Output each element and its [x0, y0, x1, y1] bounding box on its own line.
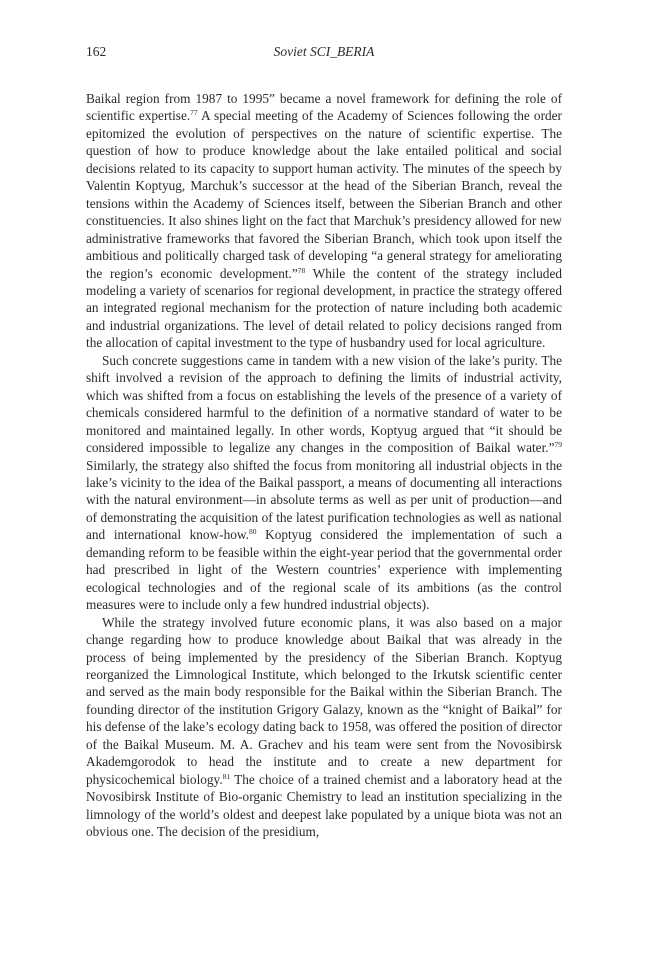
text-segment: Such concrete suggestions came in tandem with a new vision of the lake’s purity. The shift involved a revision of the approach to defining the limits of industrial activity, which was shifted from a focus on establishing the levels of the presence of a variety of chemicals considered harmful to the definition of a normative standard of water to be monitored and maintained legally. In other words, Koptyug argued that “it should be considered impossible to legalize any changes in the composition of Baikal water.”	[86, 352, 562, 456]
running-title: Soviet SCI_BERIA	[273, 44, 375, 59]
paragraph-1	[86, 90, 562, 352]
text-segment: While the strategy involved future economic plans, it was also based on a major change regarding how to produce knowledge about Baikal that was already in the process of being implemented by the presidency of the Siberian Branch. Koptyug reorganized the Limnological Institute, which belonged to the Irkutsk scientific center and served as the main body responsible for the Baikal within the Siberian Branch. The founding director of the institution Grigory Galazy, known as the “knight of Baikal” for his defense of the lake’s ecology dating back to 1958, was offered the position of director of the Baikal Museum. M. A. Grachev and his team were sent from the Novosibirsk Akademgorodok to head the institute and to create a new department for physicochemical biology.	[86, 614, 562, 787]
running-header	[86, 44, 562, 64]
footnote-ref-79: 79	[554, 440, 562, 450]
paragraph-3	[86, 614, 562, 841]
footnote-ref-78: 78	[297, 265, 306, 275]
text-segment: While the content of the strategy included modeling a variety of scenarios for regional development, in practice the strategy offered an integrated regional mechanism for the protection of nature including both academic and industrial organizations. The level of detail related to policy decisions ranged from the allocation of capital investment to the type of husbandry used for local agriculture.	[86, 265, 562, 351]
text-segment: Baikal region from 1987 to 1995” became a novel framework for defining the role of scientific expertise.	[86, 91, 562, 124]
footnote-ref-80: 80	[248, 527, 257, 537]
text-segment: The choice of a trained chemist and a laboratory head at the Novosibirsk Institute of Bio-organic Chemistry to lead an institution specializing in the limnology of the world’s oldest and deepest lake populated by a unique biota was not an obvious one. The decision of the presidium,	[86, 771, 562, 840]
text-segment: Koptyug considered the implementation of such a demanding reform to be feasible within the eight-year period that the governmental order had prescribed in light of the Western countries’ experience with implementing ecological technologies and of the regional scale of its ambitions (as the control measures were to include only a few hundred industrial objects).	[86, 527, 562, 613]
body-text	[86, 90, 562, 840]
text-segment: Similarly, the strategy also shifted the focus from monitoring all industrial objects in the lake’s vicinity to the idea of the Baikal passport, a means of documenting all interactions with the natural environment—in absolute terms as well as per unit of production—and of demonstrating the acquisition of the latest purification technologies as well as national and international know-how.	[86, 457, 562, 543]
page-number: 162	[86, 44, 107, 59]
paragraph-2	[86, 352, 562, 614]
footnote-ref-81: 81	[222, 771, 231, 781]
text-segment: A special meeting of the Academy of Sciences following the order epitomized the evolution of perspectives on the nature of scientific expertise. The question of how to produce knowledge about the lake entailed political and social decisions related to its capacity to support human activity. The minutes of the speech by Valentin Koptyug, Marchuk’s successor at the head of the Siberian Branch, reveal the tensions within the Academy of Sciences itself, between the Siberian Branch and other constituencies. It also shines light on the fact that Marchuk’s presidency allowed for new administrative frameworks that favored the Siberian Branch, which took upon itself the ambitious and politically charged task of developing “a general strategy for ameliorating the region’s economic development.”	[86, 108, 562, 281]
footnote-ref-77: 77	[190, 108, 198, 118]
